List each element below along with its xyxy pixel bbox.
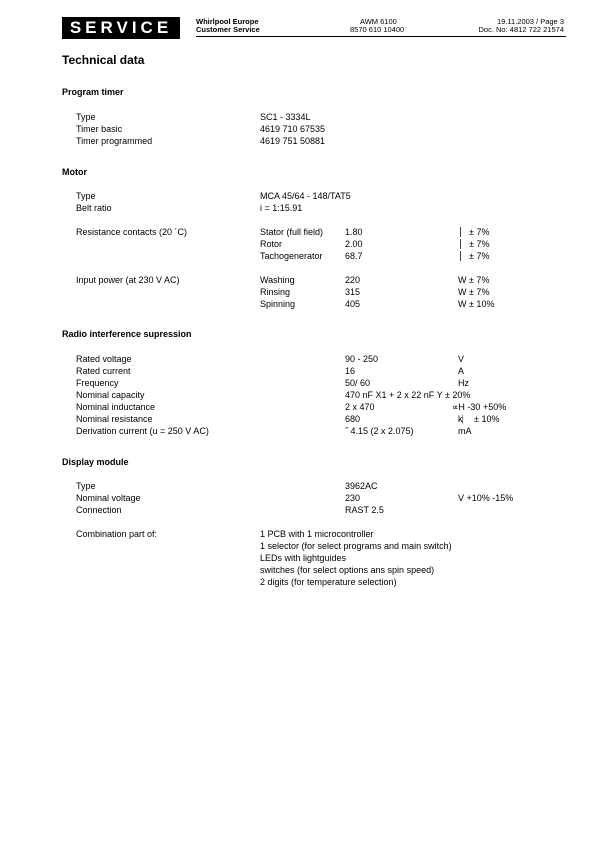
combination-item: 1 selector (for select programs and main switch) (260, 541, 452, 551)
power-mode: Spinning (260, 299, 296, 309)
ohm-symbol-bar (460, 251, 461, 261)
power-tolerance: W ± 7% (458, 275, 490, 285)
row-value: 90 - 250 (345, 354, 379, 364)
section-heading-radio-interference: Radio interference supression (62, 329, 192, 339)
row-value: 4619 710 67535 (260, 124, 326, 134)
row-label: Type (76, 112, 96, 122)
section-heading-motor: Motor (62, 167, 87, 177)
row-label: Type (76, 191, 96, 201)
power-value: 405 (345, 299, 361, 309)
row-unit: V (458, 354, 465, 364)
row-value: SC1 - 3334L (260, 112, 311, 122)
section-heading-display-module: Display module (62, 457, 129, 467)
resistance-tolerance: ± 7% (469, 239, 490, 249)
row-unit: ∝H -30 +50% (452, 402, 507, 412)
resistance-part: Stator (full field) (260, 227, 324, 237)
ohm-symbol-bar (460, 239, 461, 249)
combination-label: Combination part of: (76, 529, 158, 539)
combination-item: 1 PCB with 1 microcontroller (260, 529, 374, 539)
row-label: Connection (76, 505, 122, 515)
ohm-symbol-bar (460, 227, 461, 237)
row-label: Type (76, 481, 96, 491)
page-title: Technical data (62, 53, 145, 67)
row-label: Timer basic (76, 124, 123, 134)
row-label: Nominal resistance (76, 414, 153, 424)
row-label: Frequency (76, 378, 119, 388)
row-value: 2 x 470 (345, 402, 375, 412)
power-mode: Rinsing (260, 287, 291, 297)
doc-number: Doc. No: 4812 722 21574 (478, 25, 564, 34)
row-unit: Hz (458, 378, 469, 388)
row-unit: V +10% -15% (458, 493, 514, 503)
row-label: Nominal voltage (76, 493, 141, 503)
row-label: Rated voltage (76, 354, 132, 364)
section-heading-program-timer: Program timer (62, 87, 124, 97)
resistance-value: 1.80 (345, 227, 363, 237)
row-value: 16 (345, 366, 356, 376)
power-mode: Washing (260, 275, 295, 285)
power-label: Input power (at 230 V AC) (76, 275, 180, 285)
resistance-label: Resistance contacts (20 ´C) (76, 227, 188, 237)
row-label: Nominal capacity (76, 390, 145, 400)
row-value: 470 nF X1 + 2 x 22 nF Y ± 20% (345, 390, 471, 400)
row-label: Timer programmed (76, 136, 153, 146)
row-unit: k⎸ ± 10% (458, 414, 500, 424)
row-value: 3962AC (345, 481, 378, 491)
resistance-part: Rotor (260, 239, 283, 249)
model-code: 8570 610 10400 (350, 25, 405, 34)
row-value: 50/ 60 (345, 378, 371, 388)
combination-item: switches (for select options ans spin speed) (260, 565, 435, 575)
department-name: Customer Service (196, 25, 260, 34)
row-value: i = 1:15.91 (260, 203, 303, 213)
combination-item: 2 digits (for temperature selection) (260, 577, 397, 587)
row-value: ˝ 4.15 (2 x 2.075) (345, 426, 414, 436)
resistance-value: 2.00 (345, 239, 363, 249)
row-value: 4619 751 50881 (260, 136, 326, 146)
row-value: 230 (345, 493, 361, 503)
row-label: Nominal inductance (76, 402, 156, 412)
resistance-tolerance: ± 7% (469, 251, 490, 261)
resistance-part: Tachogenerator (260, 251, 323, 261)
power-tolerance: W ± 7% (458, 287, 490, 297)
model-name: AWM 6100 (360, 17, 397, 26)
service-label: SERVICE (62, 17, 180, 39)
power-tolerance: W ± 10% (458, 299, 495, 309)
power-value: 220 (345, 275, 361, 285)
row-unit: mA (458, 426, 472, 436)
row-label: Derivation current (u = 250 V AC) (76, 426, 209, 436)
date-page: 19.11.2003 / Page 3 (496, 17, 564, 26)
row-label: Rated current (76, 366, 131, 376)
row-value: MCA 45/64 - 148/TAT5 (260, 191, 351, 201)
row-value: 680 (345, 414, 361, 424)
power-value: 315 (345, 287, 361, 297)
company-name: Whirlpool Europe (196, 17, 259, 26)
header-divider (196, 36, 566, 37)
resistance-tolerance: ± 7% (469, 227, 490, 237)
row-label: Belt ratio (76, 203, 112, 213)
row-value: RAST 2.5 (345, 505, 384, 515)
combination-item: LEDs with lightguides (260, 553, 347, 563)
row-unit: A (458, 366, 465, 376)
resistance-value: 68.7 (345, 251, 363, 261)
